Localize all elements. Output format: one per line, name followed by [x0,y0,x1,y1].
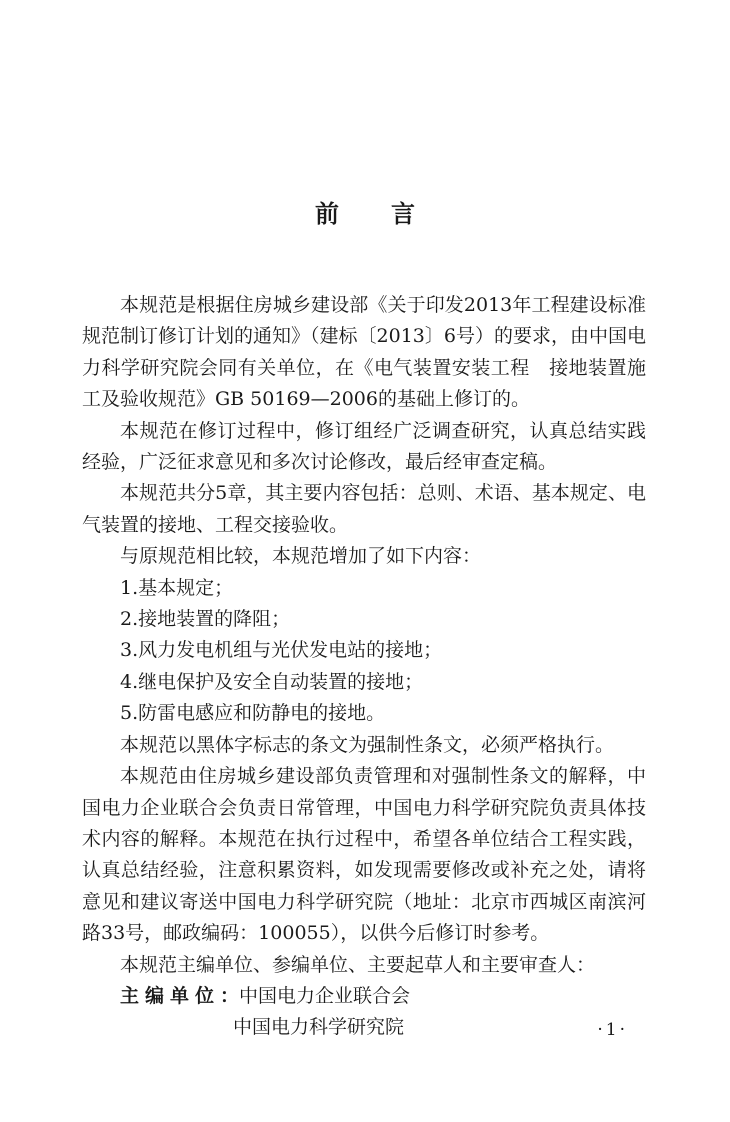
chief-editor-colon: ： [220,984,240,1007]
list-item: 2.接地装置的降阻； [120,608,291,631]
page-number: ·1· [597,1020,628,1040]
list-item: 5.防雷电感应和防静电的接地。 [120,702,386,725]
chief-editor-unit: 中国电力科学研究院 [233,1016,405,1039]
paragraph-mandatory-clauses: 本规范以黑体字标志的条文为强制性条文，必须严格执行。 [120,733,615,756]
paragraph-basis: 本规范是根据住房城乡建设部《关于印发2013年工程建设标准规范制订修订计划的通知》（建标〔2013〕6号）的要求，由中国电力科学研究院会同有关单位，在《电气装置安装工程 接地装置施工及验收规范》GB 50169—2006的基础上修订的。 [82,294,646,411]
document-body [82,290,646,1044]
chief-editor-line [82,1012,646,1043]
paragraph-management: 本规范由住房城乡建设部负责管理和对强制性条文的解释，中国电力企业联合会负责日常管理，中国电力科学研究院负责具体技术内容的解释。本规范在执行过程中，希望各单位结合工程实践，认真总结经验，注意积累资料，如发现需要修改或补充之处，请将意见和建议寄送中国电力科学研究院（地址：北京市西城区南滨河路33号，邮政编码：100055），以供今后修订时参考。 [82,765,646,945]
paragraph-editors-intro: 本规范主编单位、参编单位、主要起草人和主要审查人： [120,953,596,976]
chief-editor-line [82,981,646,1012]
list-item: 4.继电保护及安全自动装置的接地； [120,670,424,693]
page-title: 前言 [315,200,467,228]
chief-editor-label: 主编单位 [120,984,221,1007]
paragraph-comparison: 与原规范相比较，本规范增加了如下内容： [120,545,482,568]
paragraph-chapters: 本规范共分5章，其主要内容包括：总则、术语、基本规定、电气装置的接地、工程交接验收。 [82,482,646,536]
list-item: 1.基本规定； [120,576,234,599]
chief-editor-unit: 中国电力企业联合会 [239,984,411,1007]
added-content-list [82,573,646,730]
list-item: 3.风力发电机组与光伏发电站的接地； [120,639,443,662]
paragraph-revision-process: 本规范在修订过程中，修订组经广泛调查研究，认真总结实践经验，广泛征求意见和多次讨论修改，最后经审查定稿。 [82,419,646,474]
